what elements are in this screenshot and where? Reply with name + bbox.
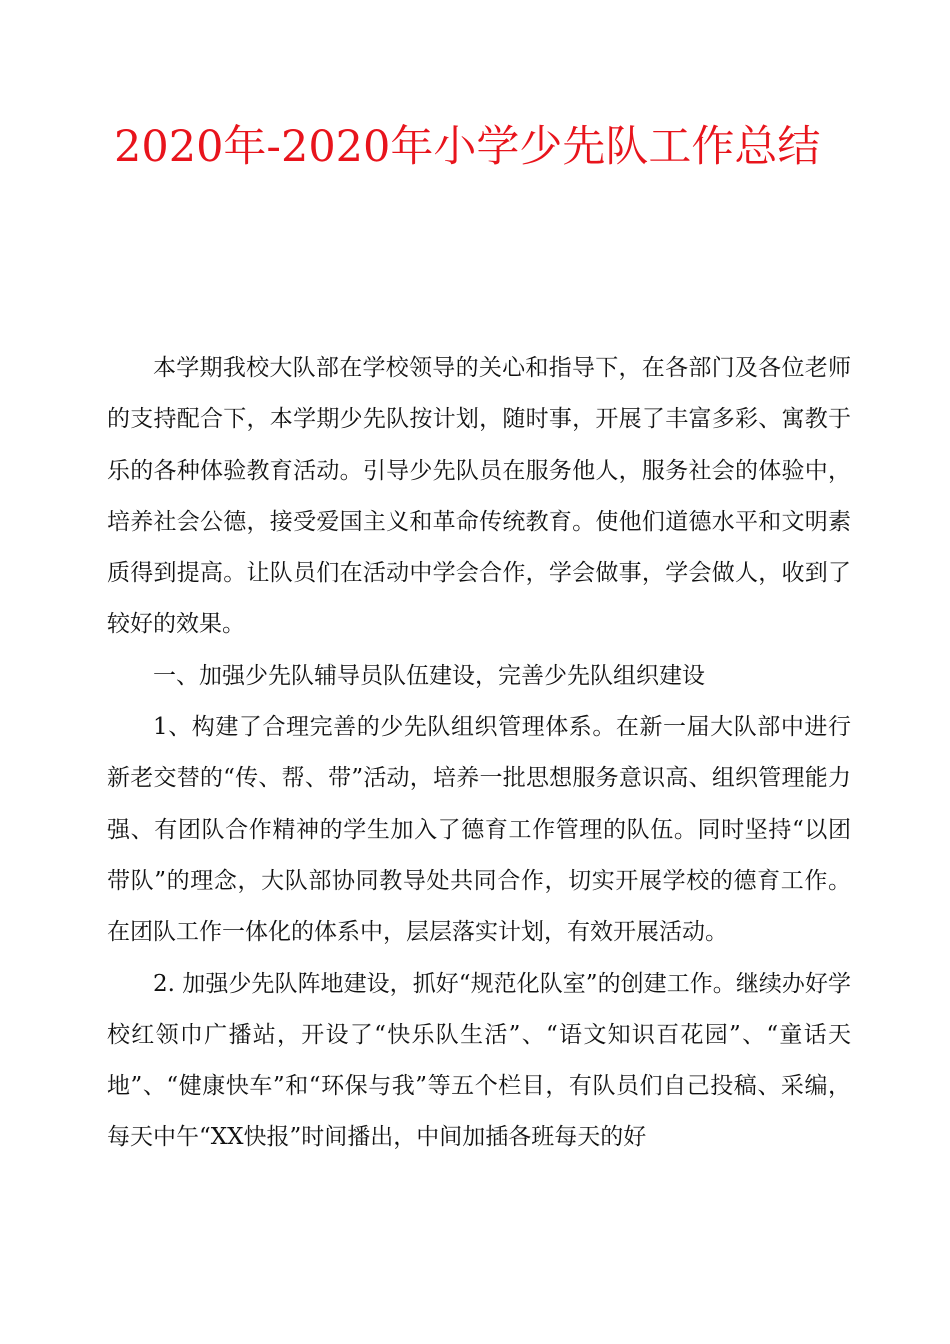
document-title: 2020年-2020年小学少先队工作总结 [114, 122, 821, 172]
paragraph-item-1: 1、构建了合理完善的少先队组织管理体系。在新一届大队部中进行新老交替的“传、帮、带”活动，培养一批思想服务意识高、组织管理能力强、有团队合作精神的学生加入了德育工作管理的队伍。同时坚持“以团带队”的理念，大队部协同教导处共同合作，切实开展学校的德育工作。在团队工作一体化的体系中，层层落实计划，有效开展活动。 [107, 714, 851, 946]
paragraph-item-2: 2. 加强少先队阵地建设，抓好“规范化队室”的创建工作。继续办好学校红领巾广播站，开设了“快乐队生活”、“语文知识百花园”、“童话天地”、“健康快车”和“环保与我”等五个栏目，有队员们自己投稿、采编，每天中午“XX快报”时间播出，中间加插各班每天的好 [107, 970, 851, 1151]
document-body [107, 343, 851, 1164]
paragraph-intro: 本学期我校大队部在学校领导的关心和指导下，在各部门及各位老师的支持配合下，本学期少先队按计划，随时事，开展了丰富多彩、寓教于乐的各种体验教育活动。引导少先队员在服务他人，服务社会的体验中，培养社会公德，接受爱国主义和革命传统教育。使他们道德水平和文明素质得到提高。让队员们在活动中学会合作，学会做事，学会做人，收到了较好的效果。 [107, 355, 851, 638]
section-heading-1: 一、加强少先队辅导员队伍建设，完善少先队组织建设 [153, 662, 705, 689]
